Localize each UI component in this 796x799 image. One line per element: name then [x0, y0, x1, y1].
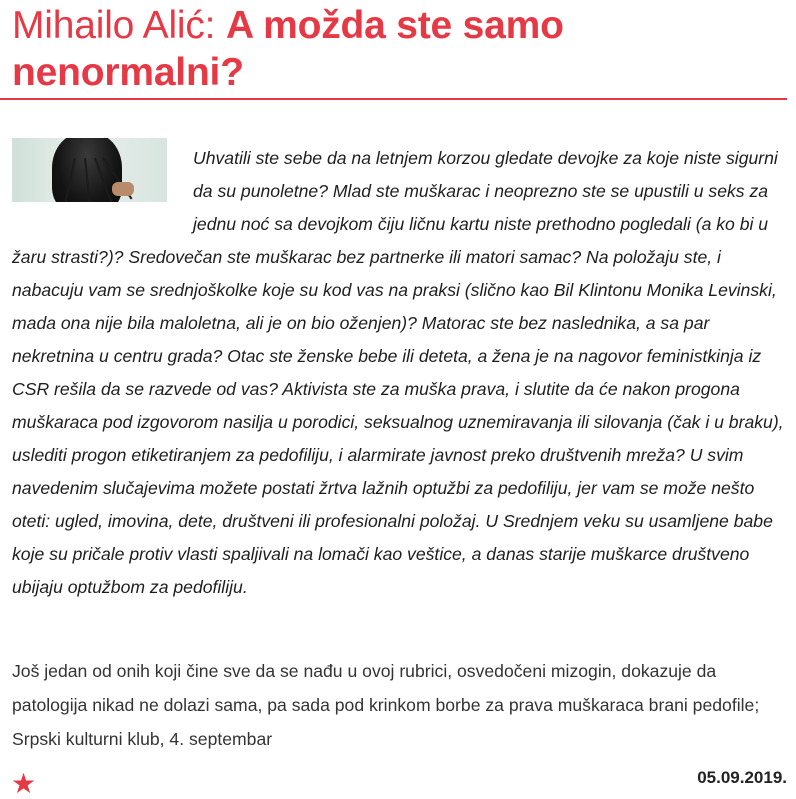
hand-shape — [112, 182, 134, 196]
editorial-note: Još jedan od onih koji čine sve da se nađu u ovoj rubrici, osvedočeni mizogin, dokazuje da patologija nikad ne dolazi sama, pa sada pod krinkom borbe za prava muškaraca brani pedofile; Srpski kulturni klub, 4. septembar — [12, 661, 760, 749]
article-body — [12, 138, 786, 604]
quoted-text: Uhvatili ste sebe da na letnjem korzou gledate devojke za koje niste sigurni da su punoletne? Mlad ste muškarac i neoprezno ste se upustili u seks za jednu noć sa devojkom čiju ličnu kartu niste prethodno pogledali (a ko bi u žaru strasti?)? Sredovečan ste muškarac bez partnerke ili matori samac? Na položaju ste, i nabacuju vam se srednjoškolke koje su kod vas na praksi (slično kao Bil Klintonu Monika Levinski, mada ona nije bila maloletna, ali je on bio oženjen)? Matorac ste bez naslednika, a sa par nekretnina u centru grada? Otac ste ženske bebe ili deteta, a žena je na nagovor feministkinja iz CSR rešila da se razvede od vas? Aktivista ste za muška prava, i slutite da će nakon progona muškaraca pod izgovorom nasilja u porodici, seksualnog uznemiravanja ili silovanja (čak i u braku), uslediti progon etiketiranjem za pedofiliju, i alarmirate javnost preko društvenih mreža? U svim navedenim slučajevima možete postati žrtva lažnih optužbi za pedofiliju, jer vam se može nešto oteti: ugled, imovina, dete, društveni ili profesionalni položaj. U Srednjem veku su usamljene babe koje su pričale protiv vlasti spaljivali na lomači kao veštice, a danas starije muškarce društveno ubijaju optužbom za pedofiliju. — [12, 148, 784, 597]
title-divider — [0, 98, 787, 100]
star-icon[interactable]: ★ — [11, 768, 37, 799]
author-name: Mihailo Alić: — [12, 4, 216, 47]
article-header — [0, 0, 796, 96]
headline: A možda ste samo nenormalni? — [12, 4, 564, 94]
publish-date: 05.09.2019. — [697, 768, 787, 787]
article-thumbnail — [12, 138, 167, 202]
page-title — [12, 2, 784, 96]
